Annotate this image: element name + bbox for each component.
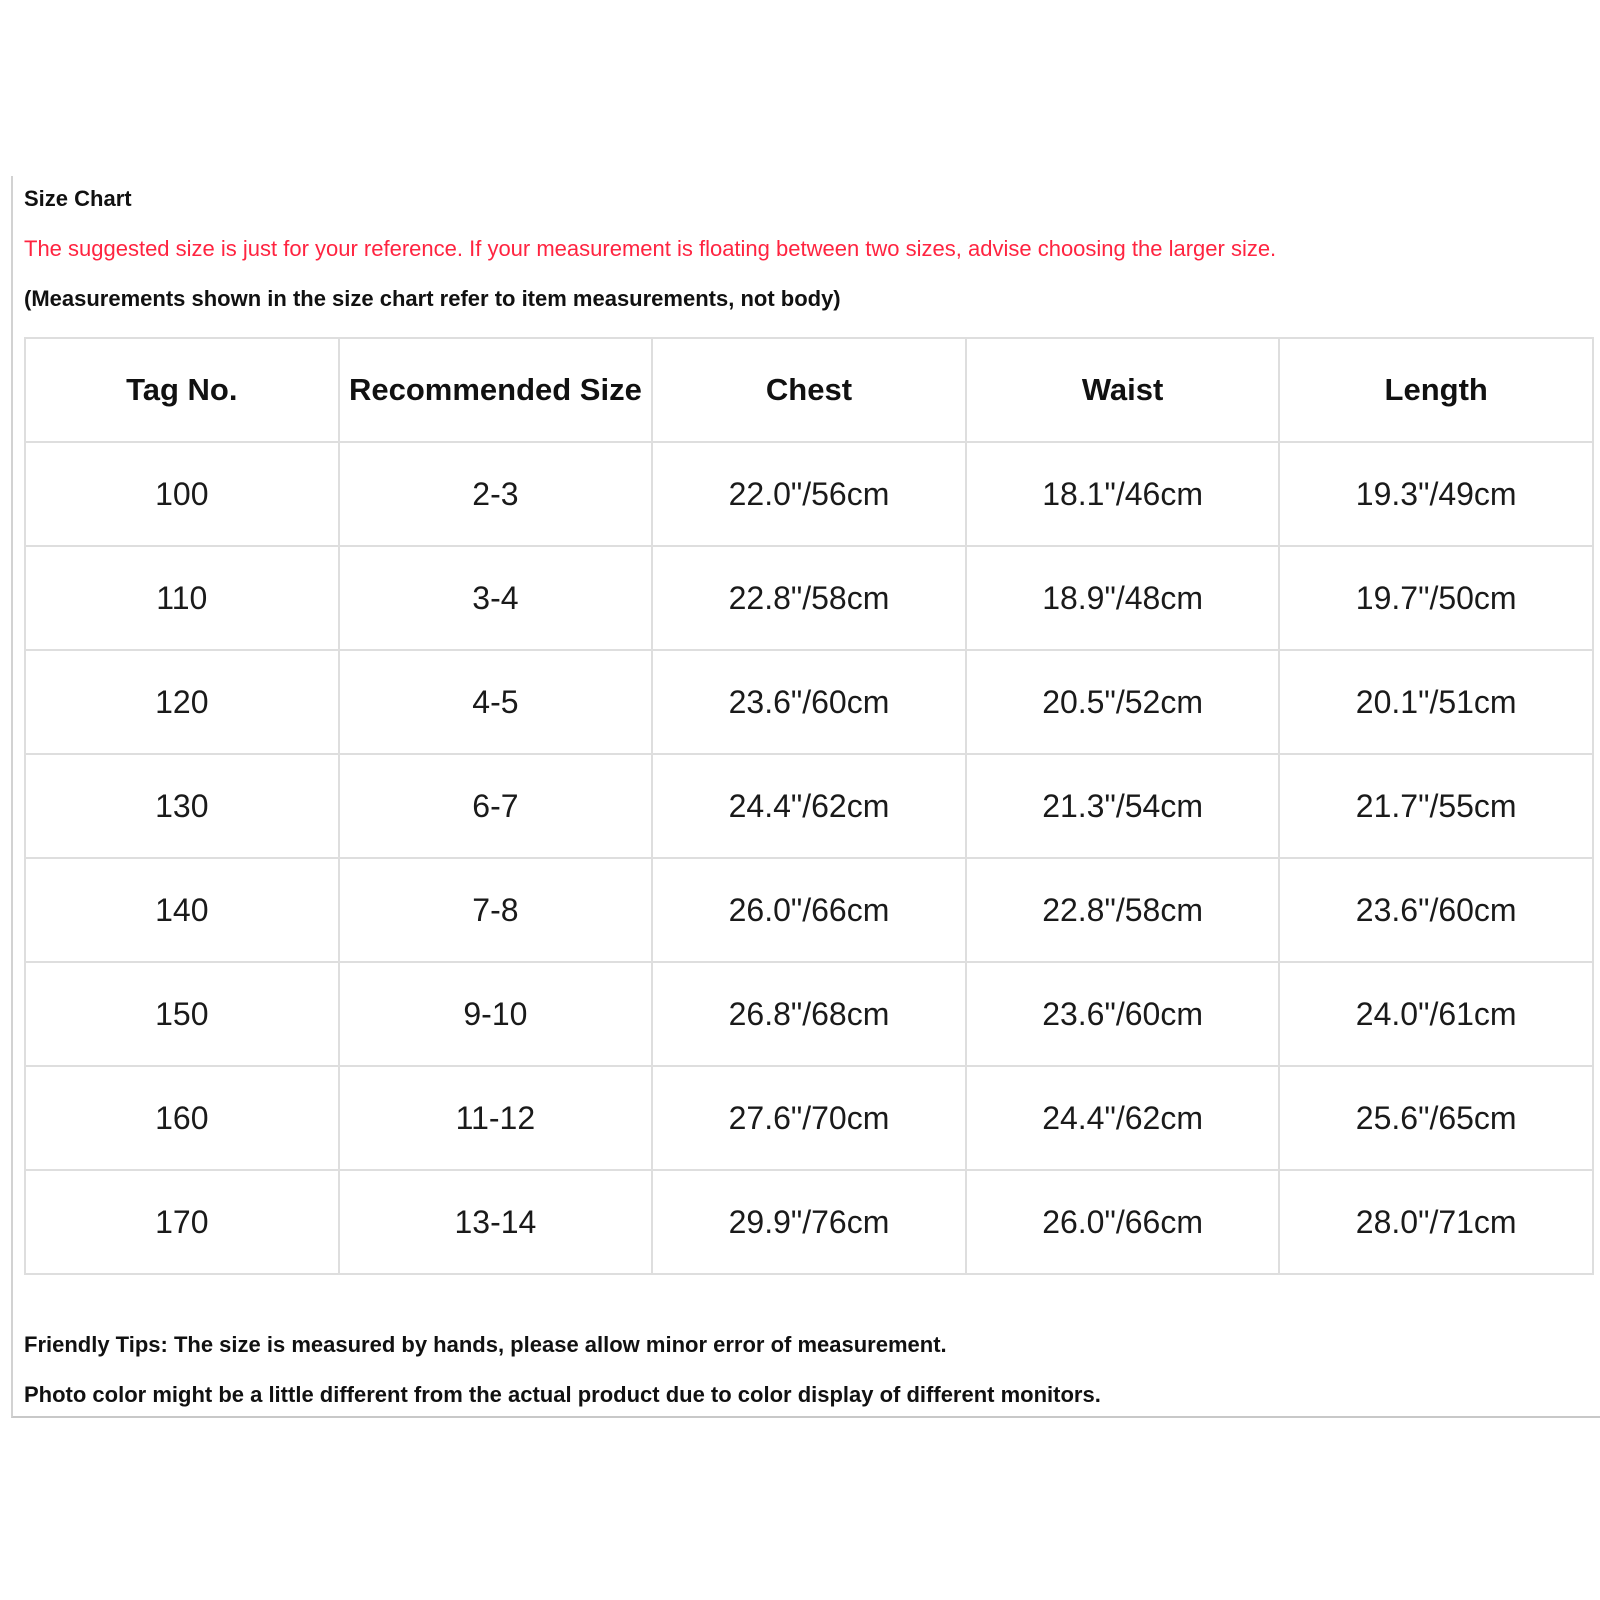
- measurement-note: (Measurements shown in the size chart refer to item measurements, not body): [24, 286, 841, 311]
- cell-tag-no: 110: [25, 546, 339, 650]
- cell-waist: 18.9"/48cm: [966, 546, 1280, 650]
- cell-length: 19.3"/49cm: [1279, 442, 1593, 546]
- cell-recommended-size: 3-4: [339, 546, 653, 650]
- cell-tag-no: 170: [25, 1170, 339, 1274]
- cell-recommended-size: 13-14: [339, 1170, 653, 1274]
- cell-length: 21.7"/55cm: [1279, 754, 1593, 858]
- cell-recommended-size: 2-3: [339, 442, 653, 546]
- cell-chest: 23.6"/60cm: [652, 650, 966, 754]
- size-chart-panel: [11, 176, 1600, 1418]
- column-header-waist: Waist: [966, 338, 1280, 442]
- table-row: [25, 442, 1593, 546]
- table-row: [25, 962, 1593, 1066]
- cell-waist: 24.4"/62cm: [966, 1066, 1280, 1170]
- column-header-tag-no: Tag No.: [25, 338, 339, 442]
- column-header-chest: Chest: [652, 338, 966, 442]
- cell-tag-no: 140: [25, 858, 339, 962]
- friendly-tip: Friendly Tips: The size is measured by hands, please allow minor error of measurement.: [24, 1332, 947, 1357]
- cell-length: 23.6"/60cm: [1279, 858, 1593, 962]
- cell-waist: 18.1"/46cm: [966, 442, 1280, 546]
- cell-recommended-size: 11-12: [339, 1066, 653, 1170]
- cell-tag-no: 160: [25, 1066, 339, 1170]
- cell-chest: 29.9"/76cm: [652, 1170, 966, 1274]
- cell-waist: 20.5"/52cm: [966, 650, 1280, 754]
- cell-tag-no: 130: [25, 754, 339, 858]
- cell-chest: 27.6"/70cm: [652, 1066, 966, 1170]
- cell-tag-no: 150: [25, 962, 339, 1066]
- cell-tag-no: 100: [25, 442, 339, 546]
- cell-length: 19.7"/50cm: [1279, 546, 1593, 650]
- cell-chest: 26.8"/68cm: [652, 962, 966, 1066]
- size-advice-note: The suggested size is just for your reference. If your measurement is floating between two sizes, advise choosing the larger size.: [24, 236, 1277, 261]
- cell-chest: 22.0"/56cm: [652, 442, 966, 546]
- cell-chest: 24.4"/62cm: [652, 754, 966, 858]
- cell-waist: 22.8"/58cm: [966, 858, 1280, 962]
- cell-waist: 21.3"/54cm: [966, 754, 1280, 858]
- cell-recommended-size: 7-8: [339, 858, 653, 962]
- cell-waist: 26.0"/66cm: [966, 1170, 1280, 1274]
- cell-length: 24.0"/61cm: [1279, 962, 1593, 1066]
- size-table: [24, 337, 1594, 1275]
- column-header-length: Length: [1279, 338, 1593, 442]
- cell-length: 20.1"/51cm: [1279, 650, 1593, 754]
- table-row: [25, 858, 1593, 962]
- cell-recommended-size: 6-7: [339, 754, 653, 858]
- table-row: [25, 546, 1593, 650]
- cell-tag-no: 120: [25, 650, 339, 754]
- table-header-row: [25, 338, 1593, 442]
- table-row: [25, 1066, 1593, 1170]
- color-disclaimer: Photo color might be a little different from the actual product due to color display of different monitors.: [24, 1382, 1101, 1407]
- cell-waist: 23.6"/60cm: [966, 962, 1280, 1066]
- table-row: [25, 1170, 1593, 1274]
- cell-recommended-size: 4-5: [339, 650, 653, 754]
- page-title: Size Chart: [24, 186, 132, 211]
- column-header-recommended-size: Recommended Size: [339, 338, 653, 442]
- cell-chest: 26.0"/66cm: [652, 858, 966, 962]
- cell-length: 25.6"/65cm: [1279, 1066, 1593, 1170]
- table-row: [25, 650, 1593, 754]
- table-row: [25, 754, 1593, 858]
- cell-length: 28.0"/71cm: [1279, 1170, 1593, 1274]
- cell-recommended-size: 9-10: [339, 962, 653, 1066]
- cell-chest: 22.8"/58cm: [652, 546, 966, 650]
